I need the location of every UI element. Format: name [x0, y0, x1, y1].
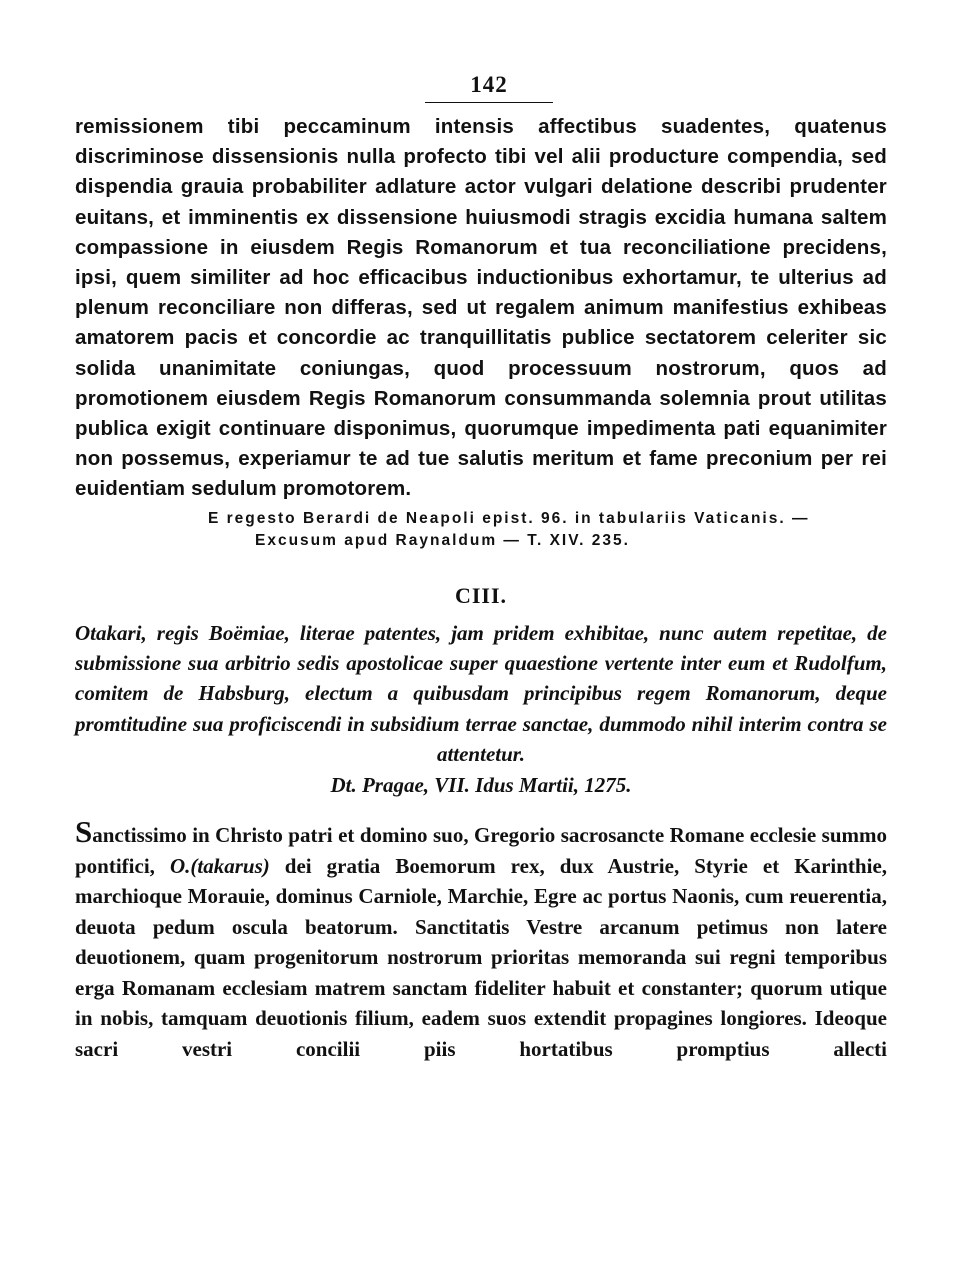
source-note-line-1: E regesto Berardi de Neapoli epist. 96. in tabulariis Vaticanis. — [208, 509, 810, 527]
letter-sender-name: O.(takarus) [169, 853, 270, 878]
letter-text-part-1: anctissimo in Christo patri et domino suo, Gregorio sacrosancte Romane ecclesie summo pontifici, [75, 823, 887, 878]
page-number: 142 [425, 70, 553, 103]
heading-dateline: Dt. Pragae, VII. Idus Martii, 1275. [330, 772, 632, 797]
letter-text-part-2: dei gratia Boemorum rex, dux Austrie, Styrie et Karinthie, marchioque Morauie, dominus Carniole, Marchie, Egre ac portus Naonis, cum reuerentia, deuota pedum oscula beatorum. Sanctitatis Vestre arcanum petimus non latere deuotionem, quam progenitorum nostrorum prioritas memoranda sui regni temporibus erga Romanam ecclesiam matrem sanctam fideliter habuit et constanter; quorum utique in nobis, tamquam deuotionis filium, eadem suos extendit propagines longiores. Ideoque sacri vestri concilii piis hortatibus promptius allecti [75, 853, 888, 1061]
letter-initial: S [75, 814, 93, 850]
document-heading [75, 618, 887, 800]
continuation-paragraph: remissionem tibi peccaminum intensis affectibus suadentes, quatenus discriminose dissensionis nulla profecto tibi vel alii producture compendia, sed dispendia grauia probabiliter adlature actor vulgari delatione describi prudenter euitans, et imminentis ex dissensione huiusmodi stragis excidia humana saltem compassione in eiusdem Regis Romanorum et tua reconciliatione precidens, ipsi, quem similiter ad hoc efficacibus inductionibus exhortamur, te ulterius ad plenum reconciliare non differas, sed ut regalem animum manifestius exhibeas amatorem pacis et concordie ac tranquillitatis publice sectatorem celeriter sic solida unanimitate coniungas, quod processuum nostrorum, quos ad promotionem eiusdem Regis Romanorum consummanda solemnia prout utilitas publica exigit continuare disponimus, quorumque impedimenta pati equanimiter non possemus, experiamur te ad tue salutis meritum et fame preconium per rei euidentiam sedulum promotorem. [75, 115, 887, 501]
book-page [75, 70, 887, 1064]
letter-paragraph [75, 814, 888, 1064]
document-number: CIII. [454, 582, 508, 608]
source-note-line-2: Excusum apud Raynaldum — T. XIV. 235. [255, 531, 630, 549]
source-note [75, 508, 887, 552]
heading-summary: Otakari, regis Boëmiae, literae patentes, jam pridem exhibitae, nunc autem repetitae, de submissione sua arbitrio sedis apostolicae super quaestione vertente inter eum et Rudolfum, comitem de Habsburg, electum a quibusdam principibus regem Romanorum, deque promtitudine sua proficiscendi in subsidium terrae sanctae, dummodo nihil interim contra se attentetur. [75, 620, 887, 767]
